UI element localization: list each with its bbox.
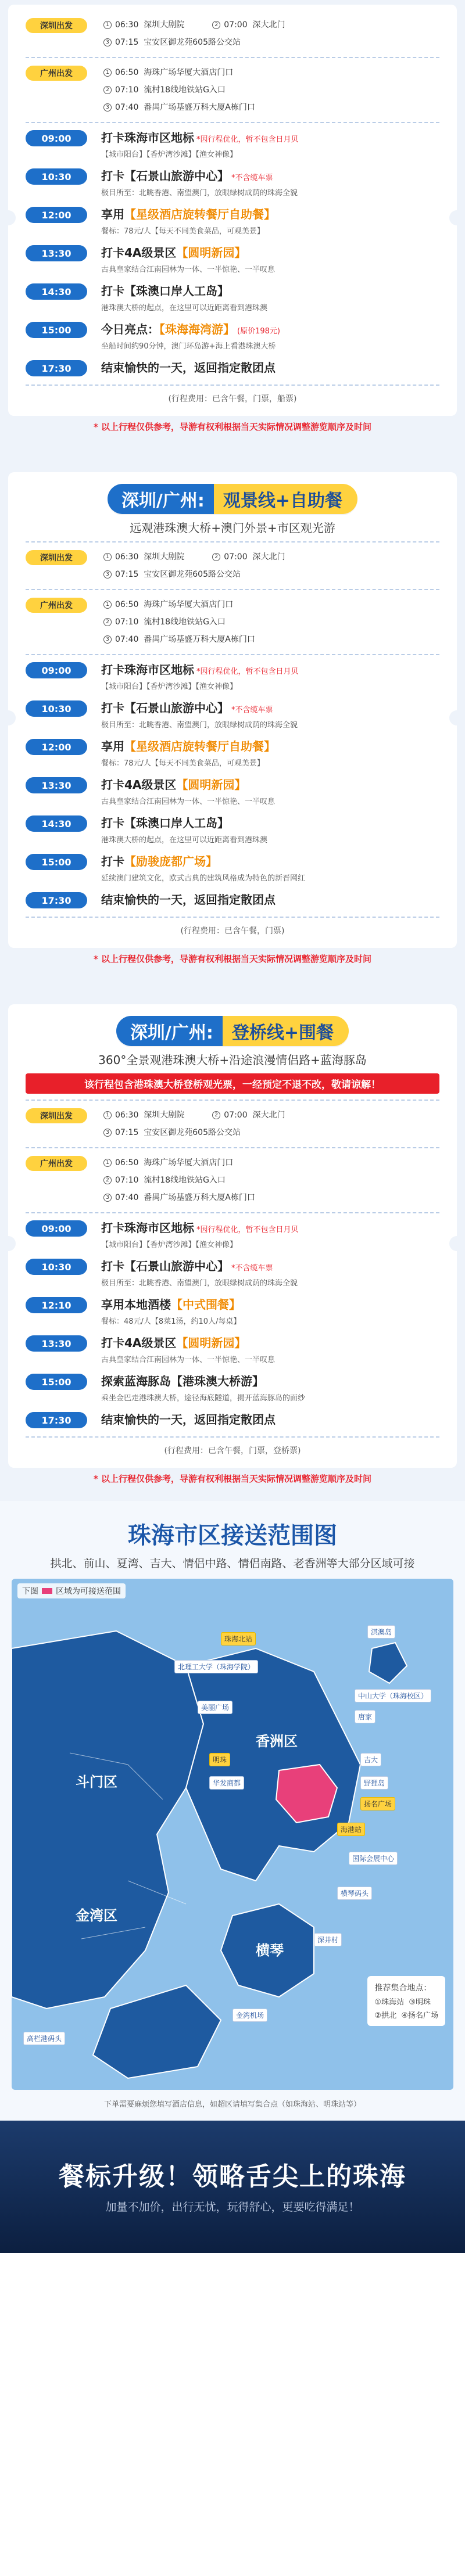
itinerary-item <box>26 699 439 732</box>
departure-badge: 广州出发 <box>26 66 87 81</box>
route-card-3 <box>8 1004 457 1468</box>
map-label: 扬名广场 <box>360 1797 395 1810</box>
item-description: 【城市阳台】【香炉湾沙滩】【渔女神像】 <box>101 1241 238 1249</box>
fee-note: (行程费用：已含午餐，门票) <box>180 926 285 936</box>
departure-guangzhou: 广州出发 1 06:50 海珠广场华厦大酒店门口 2 07:10 流村18线地铁站G入口 3 07:40 番禺广场基盛万科大厦A栋门口 <box>26 1154 439 1206</box>
item-description: 极目所至：北眺香港、南望澳门，放眼绿树成荫的珠海全貌 <box>101 721 298 730</box>
item-title: 打卡【珠澳口岸人工岛】 <box>101 284 229 298</box>
item-title: 打卡珠海市区地标 *因行程优化，暂不包含日月贝 <box>101 1221 299 1235</box>
item-description: 古典皇家结合江南园林为一体、一半惊艳、一半叹息 <box>101 797 276 806</box>
disclaimer: * 以上行程仅供参考，导游有权利根据当天实际情况调整游览顺序及时间 <box>93 954 372 964</box>
itinerary-list <box>26 661 439 911</box>
item-title: 结束愉快的一天，返回指定散团点 <box>101 361 276 375</box>
banner-subtitle: 加量不加价，出行无忧，玩得舒心，更要吃得满足！ <box>105 2201 360 2214</box>
map-subtitle: 拱北、前山、夏湾、吉大、情侣中路、情侣南路、老香洲等大部分区域可接 <box>50 1557 415 1570</box>
item-description: 古典皇家结合江南园林为一体、一半惊艳、一半叹息 <box>101 265 276 274</box>
itinerary-item <box>26 1334 439 1367</box>
item-description: 餐标：78元/人【每天不同美食菜品，可观美景】 <box>101 759 264 768</box>
route-title: 登桥线+围餐 <box>223 1016 349 1046</box>
map-label: 北理工大学（珠海学院） <box>174 1660 258 1673</box>
itinerary-list <box>26 1219 439 1431</box>
item-title: 打卡4A级景区【圆明新园】 <box>101 1336 246 1350</box>
time-badge: 14:30 <box>26 283 87 300</box>
itinerary-item <box>26 814 439 847</box>
district-label: 斗门区 <box>76 1774 117 1790</box>
item-description: 餐标：78元/人【每天不同美食菜品，可观美景】 <box>101 227 264 236</box>
departure-badge: 深圳出发 <box>26 1108 87 1123</box>
item-title: 打卡【珠澳口岸人工岛】 <box>101 816 229 830</box>
time-badge: 13:30 <box>26 1335 87 1352</box>
itinerary-item <box>26 661 439 694</box>
time-badge: 13:30 <box>26 245 87 261</box>
itinerary-item <box>26 776 439 809</box>
time-badge: 15:00 <box>26 1374 87 1390</box>
map-label: 野狸岛 <box>360 1776 388 1790</box>
map-label: 明珠 <box>209 1753 230 1766</box>
map-label: 深井村 <box>314 1933 342 1946</box>
item-title: 享用【星级酒店旋转餐厅自助餐】 <box>101 207 276 221</box>
time-badge: 17:30 <box>26 360 87 376</box>
map-label: 吉大 <box>360 1753 381 1766</box>
departure-shenzhen: 深圳出发 1 06:30 深圳大剧院 2 07:00 深大北门 3 07:15 宝安区御龙苑605路公交站 <box>26 16 439 51</box>
route-subtitle: 远观港珠澳大桥+澳门外景+市区观光游 <box>130 521 335 535</box>
itinerary-item <box>26 167 439 200</box>
promo-banner <box>0 2121 465 2253</box>
time-badge: 17:30 <box>26 1412 87 1428</box>
item-description: 古典皇家结合江南园林为一体、一半惊艳、一半叹息 <box>101 1356 276 1364</box>
departure-badge: 深圳出发 <box>26 18 87 33</box>
item-description: 港珠澳大桥的起点，在这里可以近距离看到港珠澳 <box>101 836 268 845</box>
item-description: 餐标：48元/人【8菜1汤，约10人/每桌】 <box>101 1317 241 1326</box>
itinerary-item <box>26 359 439 379</box>
item-title: 享用【星级酒店旋转餐厅自助餐】 <box>101 739 276 753</box>
itinerary-item <box>26 129 439 161</box>
disclaimer: * 以上行程仅供参考，导游有权利根据当天实际情况调整游览顺序及时间 <box>93 422 372 432</box>
time-badge: 10:30 <box>26 168 87 185</box>
itinerary-item <box>26 1219 439 1252</box>
item-description: 乘坐金巴走港珠澳大桥，途径海底隧道，揭开蓝海豚岛的面纱 <box>101 1394 306 1403</box>
item-description: 【城市阳台】【香炉湾沙滩】【渔女神像】 <box>101 150 238 159</box>
itinerary-item <box>26 738 439 770</box>
departure-guangzhou: 广州出发 1 06:50 海珠广场华厦大酒店门口 2 07:10 流村18线地铁站G入口 3 07:40 番禺广场基盛万科大厦A栋门口 <box>26 64 439 116</box>
map-label: 横琴码头 <box>337 1887 372 1900</box>
time-badge: 10:30 <box>26 700 87 717</box>
item-title: 打卡4A级景区【圆明新园】 <box>101 778 246 792</box>
item-description: 港珠澳大桥的起点，在这里可以近距离看到港珠澳 <box>101 304 268 312</box>
map-label: 美丽广场 <box>198 1701 233 1714</box>
item-title: 结束愉快的一天，返回指定散团点 <box>101 893 276 907</box>
time-badge: 17:30 <box>26 892 87 908</box>
map-title: 珠海市区接送范围图 <box>128 1522 337 1549</box>
route-section-3 <box>0 981 465 1501</box>
itinerary-item <box>26 244 439 276</box>
item-title: 打卡【石景山旅游中心】 *不含缆车票 <box>101 169 273 183</box>
item-title: 打卡珠海市区地标 *因行程优化，暂不包含日月贝 <box>101 131 299 145</box>
time-badge: 10:30 <box>26 1259 87 1275</box>
itinerary-item <box>26 1411 439 1431</box>
route-city: 深圳/广州: <box>108 484 214 514</box>
route-title: 观景线+自助餐 <box>214 484 357 514</box>
route-title-pill <box>116 1016 349 1046</box>
item-description: 极目所至：北眺香港、南望澳门，放眼绿树成荫的珠海全貌 <box>101 189 298 197</box>
district-label: 金湾区 <box>76 1907 117 1924</box>
route-card-1 <box>8 5 457 416</box>
time-badge: 09:00 <box>26 662 87 678</box>
time-badge: 12:10 <box>26 1297 87 1313</box>
itinerary-item <box>26 321 439 353</box>
map-legend: 下图 区域为可接送范围 <box>17 1583 126 1598</box>
map-label: 海港站 <box>337 1823 365 1836</box>
route-subtitle: 360°全景观港珠澳大桥+沿途浪漫情侣路+蓝海豚岛 <box>98 1053 367 1067</box>
time-badge: 14:30 <box>26 815 87 832</box>
item-description: 延续澳门建筑文化，欧式古典的建筑风格成为特色的新晋网红 <box>101 874 306 883</box>
map-label: 金湾机场 <box>233 2009 267 2022</box>
item-description: 坐船时间约90分钟，澳门环岛游+海上看港珠澳大桥 <box>101 342 276 351</box>
route-card-2 <box>8 472 457 948</box>
item-title: 打卡【石景山旅游中心】 *不含缆车票 <box>101 701 273 715</box>
map-label: 高栏港码头 <box>23 2032 65 2045</box>
item-title: 打卡4A级景区【圆明新园】 <box>101 246 246 260</box>
itinerary-item <box>26 206 439 238</box>
map-label: 华发商都 <box>209 1776 244 1790</box>
map-label: 淇澳岛 <box>367 1625 395 1639</box>
time-badge: 15:00 <box>26 322 87 338</box>
itinerary-item <box>26 891 439 911</box>
item-title: 结束愉快的一天，返回指定散团点 <box>101 1413 276 1427</box>
warning-banner: 该行程包含港珠澳大桥登桥观光票，一经预定不退不改，敬请谅解！ <box>26 1073 439 1094</box>
disclaimer: * 以上行程仅供参考，导游有权利根据当天实际情况调整游览顺序及时间 <box>93 1474 372 1484</box>
item-title: 打卡珠海市区地标 *因行程优化，暂不包含日月贝 <box>101 663 299 677</box>
departure-shenzhen: 深圳出发 1 06:30 深圳大剧院 2 07:00 深大北门 3 07:15 宝安区御龙苑605路公交站 <box>26 548 439 583</box>
itinerary-list <box>26 129 439 379</box>
map-label: 国际会展中心 <box>349 1852 398 1865</box>
meeting-point-box: 推荐集合地点： ①珠海站 ③明珠 ②拱北 ④扬名广场 <box>367 1976 445 2026</box>
district-label: 香洲区 <box>256 1733 298 1749</box>
time-badge: 15:00 <box>26 854 87 870</box>
banner-title: 餐标升级！领略舌尖上的珠海 <box>59 2162 406 2191</box>
pickup-map <box>12 1579 453 2090</box>
item-title: 打卡【石景山旅游中心】 *不含缆车票 <box>101 1259 273 1273</box>
time-badge: 13:30 <box>26 777 87 793</box>
itinerary-item <box>26 1373 439 1405</box>
route-city: 深圳/广州: <box>116 1016 223 1046</box>
fee-note: (行程费用：已含午餐，门票，船票) <box>168 394 297 404</box>
itinerary-item <box>26 853 439 885</box>
item-description: 极目所至：北眺香港、南望澳门，放眼绿树成荫的珠海全貌 <box>101 1279 298 1288</box>
departure-guangzhou: 广州出发 1 06:50 海珠广场华厦大酒店门口 2 07:10 流村18线地铁站G入口 3 07:40 番禺广场基盛万科大厦A栋门口 <box>26 596 439 648</box>
time-badge: 09:00 <box>26 1220 87 1237</box>
item-title: 探索蓝海豚岛【港珠澳大桥游】 <box>101 1374 264 1388</box>
departure-badge: 广州出发 <box>26 1156 87 1171</box>
map-label: 中山大学（珠海校区） <box>355 1689 431 1702</box>
item-description: 【城市阳台】【香炉湾沙滩】【渔女神像】 <box>101 682 238 691</box>
time-badge: 12:00 <box>26 207 87 223</box>
route-section-2 <box>0 449 465 981</box>
time-badge: 12:00 <box>26 739 87 755</box>
route-section-1 <box>0 0 465 449</box>
item-title: 打卡【励骏庞都广场】 <box>101 854 217 868</box>
departure-shenzhen: 深圳出发 1 06:30 深圳大剧院 2 07:00 深大北门 3 07:15 宝安区御龙苑605路公交站 <box>26 1106 439 1141</box>
map-label: 珠海北站 <box>221 1632 256 1646</box>
map-footer-note: 下单需要麻烦您填写酒店信息，如超区请填写集合点（如珠海站、明珠站等） <box>103 2100 361 2109</box>
itinerary-item <box>26 1296 439 1328</box>
time-badge: 09:00 <box>26 130 87 146</box>
item-title: 今日亮点：【珠海海湾游】 (原价198元) <box>101 322 280 336</box>
departure-badge: 广州出发 <box>26 598 87 613</box>
map-label: 唐家 <box>355 1710 375 1723</box>
route-title-pill <box>108 484 357 514</box>
fee-note: (行程费用：已含午餐，门票，登桥票) <box>164 1446 301 1456</box>
itinerary-item <box>26 282 439 315</box>
itinerary-item <box>26 1258 439 1290</box>
district-label: 横琴 <box>256 1942 284 1959</box>
departure-badge: 深圳出发 <box>26 550 87 565</box>
item-title: 享用本地酒楼【中式围餐】 <box>101 1298 241 1312</box>
pickup-map-section <box>0 1501 465 2121</box>
